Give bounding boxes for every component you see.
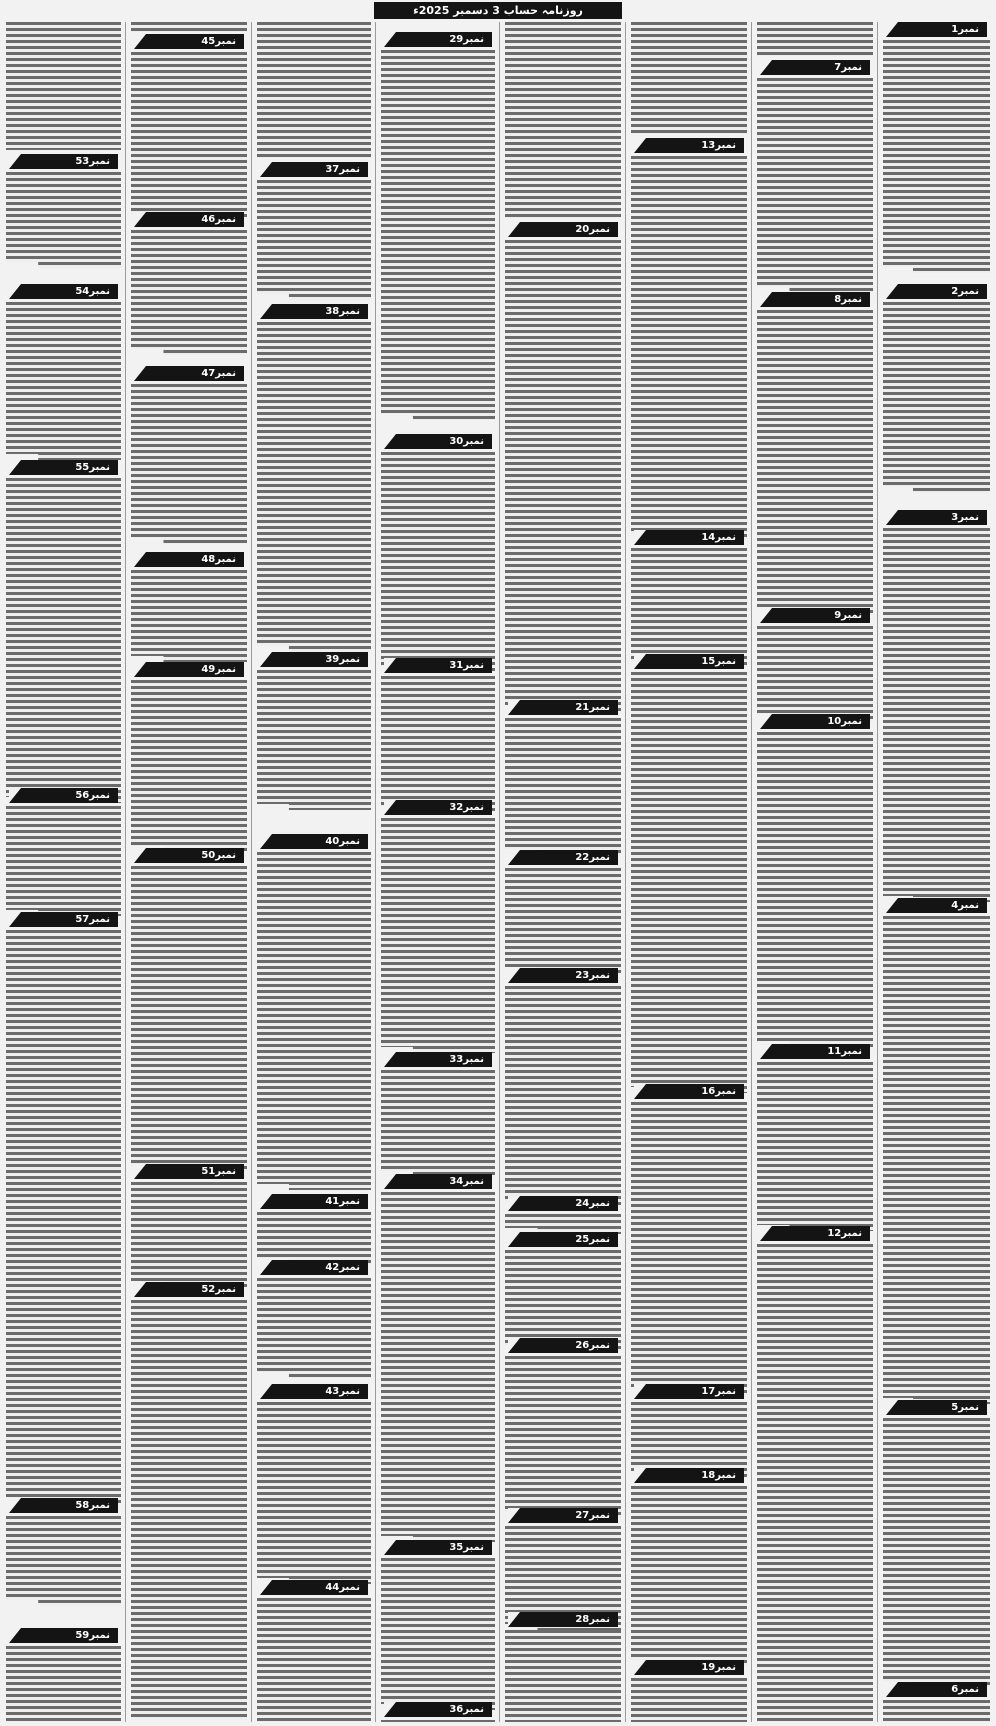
item-badge: نمبر21 xyxy=(508,700,618,715)
news-item-18 xyxy=(628,1468,750,1666)
item-text xyxy=(631,1486,747,1666)
item-badge: نمبر23 xyxy=(508,968,618,983)
item-badge: نمبر52 xyxy=(134,1282,244,1297)
news-item-43 xyxy=(254,1384,374,1584)
item-text xyxy=(6,22,121,150)
item-text xyxy=(631,1678,747,1722)
item-text xyxy=(505,986,621,1208)
item-text xyxy=(131,1300,247,1720)
news-item-52 xyxy=(128,1282,250,1720)
news-item-58 xyxy=(3,1498,124,1606)
news-item-25 xyxy=(502,1232,624,1351)
item-text xyxy=(6,478,121,803)
item-badge: نمبر13 xyxy=(634,138,744,153)
item-text xyxy=(757,22,873,56)
item-text xyxy=(257,670,371,810)
item-badge: نمبر22 xyxy=(508,850,618,865)
item-badge: نمبر16 xyxy=(634,1084,744,1099)
news-item-46 xyxy=(128,212,250,355)
item-badge: نمبر8 xyxy=(760,292,870,307)
news-item-12 xyxy=(754,1226,876,1722)
item-text xyxy=(6,1516,121,1606)
item-text xyxy=(631,1402,747,1477)
item-badge: نمبر26 xyxy=(508,1338,618,1353)
column-2 xyxy=(754,22,876,1722)
news-item-51 xyxy=(128,1164,250,1287)
item-text xyxy=(757,626,873,722)
news-item-56 xyxy=(3,788,124,916)
item-text xyxy=(131,866,247,1172)
column-4 xyxy=(502,22,624,1722)
news-item-48 xyxy=(128,552,250,662)
item-badge: نمبر57 xyxy=(9,912,118,927)
item-text xyxy=(505,1356,621,1518)
item-badge: نمبر7 xyxy=(760,60,870,75)
item-badge: نمبر11 xyxy=(760,1044,870,1059)
item-badge: نمبر6 xyxy=(886,1682,987,1697)
news-item-6 xyxy=(880,1682,993,1722)
item-badge: نمبر38 xyxy=(260,304,368,319)
item-badge: نمبر17 xyxy=(634,1384,744,1399)
item-text xyxy=(6,930,121,1503)
news-item-55 xyxy=(3,460,124,803)
news-item-22 xyxy=(502,850,624,973)
item-text xyxy=(883,1700,990,1722)
column-3 xyxy=(628,22,750,1722)
news-item-5 xyxy=(880,1400,993,1687)
item-badge: نمبر32 xyxy=(384,800,492,815)
item-badge: نمبر10 xyxy=(760,714,870,729)
item-badge: نمبر5 xyxy=(886,1400,987,1415)
news-item-59 xyxy=(3,1628,124,1722)
news-item-4 xyxy=(880,898,993,1404)
news-item-44 xyxy=(254,1580,374,1722)
item-text xyxy=(131,680,247,852)
news-item-1 xyxy=(880,22,993,273)
item-text xyxy=(257,852,371,1190)
item-badge: نمبر31 xyxy=(384,658,492,673)
item-badge: نمبر28 xyxy=(508,1612,618,1627)
item-text xyxy=(505,1250,621,1351)
item-text xyxy=(631,156,747,540)
item-text xyxy=(131,384,247,544)
item-text xyxy=(883,916,990,1404)
item-badge: نمبر48 xyxy=(134,552,244,567)
item-text xyxy=(757,732,873,1047)
news-item-38 xyxy=(254,304,374,652)
news-item-33 xyxy=(378,1052,498,1177)
item-badge: نمبر37 xyxy=(260,162,368,177)
column-6 xyxy=(254,22,374,1722)
item-badge: نمبر51 xyxy=(134,1164,244,1179)
item-text xyxy=(381,1720,495,1722)
item-text xyxy=(381,50,495,420)
item-text xyxy=(381,676,495,812)
item-text xyxy=(131,22,247,32)
item-text xyxy=(505,240,621,711)
news-item-10 xyxy=(754,714,876,1047)
item-badge: نمبر40 xyxy=(260,834,368,849)
news-item-3 xyxy=(880,510,993,902)
news-item-19 xyxy=(628,1660,750,1722)
item-badge: نمبر4 xyxy=(886,898,987,913)
item-badge: نمبر9 xyxy=(760,608,870,623)
news-item-34 xyxy=(378,1174,498,1542)
item-badge: نمبر59 xyxy=(9,1628,118,1643)
item-badge: نمبر45 xyxy=(134,34,244,49)
item-text xyxy=(505,1630,621,1722)
news-item-40 xyxy=(254,834,374,1190)
item-text xyxy=(6,1646,121,1722)
item-text xyxy=(757,1244,873,1722)
item-text xyxy=(381,818,495,1053)
news-item-41 xyxy=(254,1194,374,1264)
masthead-banner: روزنامہ حساب 3 دسمبر 2025ء xyxy=(374,2,622,19)
item-text xyxy=(631,548,747,668)
news-item-45 xyxy=(128,34,250,220)
item-badge: نمبر29 xyxy=(384,32,492,47)
item-text xyxy=(505,868,621,973)
item-badge: نمبر18 xyxy=(634,1468,744,1483)
column-5 xyxy=(378,22,498,1722)
news-item-26 xyxy=(502,1338,624,1518)
news-item-2 xyxy=(880,284,993,493)
news-item-9 xyxy=(754,608,876,722)
news-item-29 xyxy=(378,32,498,420)
item-badge: نمبر25 xyxy=(508,1232,618,1247)
item-badge: نمبر14 xyxy=(634,530,744,545)
item-badge: نمبر24 xyxy=(508,1196,618,1211)
item-text xyxy=(883,302,990,493)
item-text xyxy=(6,806,121,916)
item-text xyxy=(257,1278,371,1378)
news-item-15 xyxy=(628,654,750,1093)
item-text xyxy=(631,22,747,134)
item-text xyxy=(381,1070,495,1177)
item-badge: نمبر54 xyxy=(9,284,118,299)
item-badge: نمبر20 xyxy=(508,222,618,237)
news-item-36 xyxy=(378,1702,498,1722)
news-item-7 xyxy=(754,60,876,293)
news-item-16 xyxy=(628,1084,750,1393)
item-text xyxy=(381,452,495,672)
item-text xyxy=(131,230,247,355)
item-badge: نمبر42 xyxy=(260,1260,368,1275)
item-badge: نمبر12 xyxy=(760,1226,870,1241)
item-badge: نمبر58 xyxy=(9,1498,118,1513)
item-text xyxy=(757,78,873,293)
item-text xyxy=(757,310,873,613)
column-1 xyxy=(880,22,993,1722)
news-item-47 xyxy=(128,366,250,544)
news-item-13 xyxy=(628,138,750,540)
item-badge: نمبر15 xyxy=(634,654,744,669)
item-badge: نمبر49 xyxy=(134,662,244,677)
item-badge: نمبر44 xyxy=(260,1580,368,1595)
item-badge: نمبر19 xyxy=(634,1660,744,1675)
item-text xyxy=(131,52,247,220)
item-text xyxy=(505,1214,621,1234)
news-item-24 xyxy=(502,1196,624,1234)
news-item-30 xyxy=(378,434,498,672)
news-item-23 xyxy=(502,968,624,1208)
item-badge: نمبر46 xyxy=(134,212,244,227)
item-text xyxy=(631,1102,747,1393)
news-item-20 xyxy=(502,222,624,711)
item-badge: نمبر53 xyxy=(9,154,118,169)
item-text xyxy=(6,172,121,268)
item-badge: نمبر41 xyxy=(260,1194,368,1209)
item-text xyxy=(883,528,990,902)
news-item-49 xyxy=(128,662,250,852)
news-item-31 xyxy=(378,658,498,812)
news-item-11 xyxy=(754,1044,876,1231)
item-text xyxy=(757,1062,873,1231)
item-text xyxy=(257,322,371,652)
item-text xyxy=(381,1558,495,1710)
news-item-32 xyxy=(378,800,498,1053)
news-item-37 xyxy=(254,162,374,300)
news-item-57 xyxy=(3,912,124,1503)
item-badge: نمبر2 xyxy=(886,284,987,299)
item-badge: نمبر39 xyxy=(260,652,368,667)
item-text xyxy=(883,40,990,273)
item-text xyxy=(257,22,371,158)
item-badge: نمبر30 xyxy=(384,434,492,449)
column-8 xyxy=(3,22,124,1722)
news-item-39 xyxy=(254,652,374,810)
news-item-42 xyxy=(254,1260,374,1378)
item-text xyxy=(131,570,247,662)
item-text xyxy=(505,22,621,218)
item-badge: نمبر55 xyxy=(9,460,118,475)
news-item-17 xyxy=(628,1384,750,1477)
item-badge: نمبر3 xyxy=(886,510,987,525)
news-item-8 xyxy=(754,292,876,613)
item-text xyxy=(6,302,121,460)
news-item-28 xyxy=(502,1612,624,1722)
item-text xyxy=(257,1402,371,1584)
item-badge: نمبر56 xyxy=(9,788,118,803)
news-item-14 xyxy=(628,530,750,668)
item-text xyxy=(257,1598,371,1722)
item-text xyxy=(631,672,747,1093)
column-7 xyxy=(128,22,250,1722)
item-text xyxy=(505,718,621,855)
news-item-53 xyxy=(3,154,124,268)
item-text xyxy=(257,180,371,300)
item-badge: نمبر1 xyxy=(886,22,987,37)
item-badge: نمبر47 xyxy=(134,366,244,381)
item-badge: نمبر33 xyxy=(384,1052,492,1067)
news-item-21 xyxy=(502,700,624,855)
item-badge: نمبر36 xyxy=(384,1702,492,1717)
item-badge: نمبر34 xyxy=(384,1174,492,1189)
item-badge: نمبر35 xyxy=(384,1540,492,1555)
news-item-54 xyxy=(3,284,124,460)
item-badge: نمبر50 xyxy=(134,848,244,863)
news-item-50 xyxy=(128,848,250,1172)
item-text xyxy=(131,1182,247,1287)
item-badge: نمبر27 xyxy=(508,1508,618,1523)
item-badge: نمبر43 xyxy=(260,1384,368,1399)
item-text xyxy=(257,1212,371,1264)
item-text xyxy=(883,1418,990,1687)
news-item-35 xyxy=(378,1540,498,1710)
item-text xyxy=(381,1192,495,1542)
